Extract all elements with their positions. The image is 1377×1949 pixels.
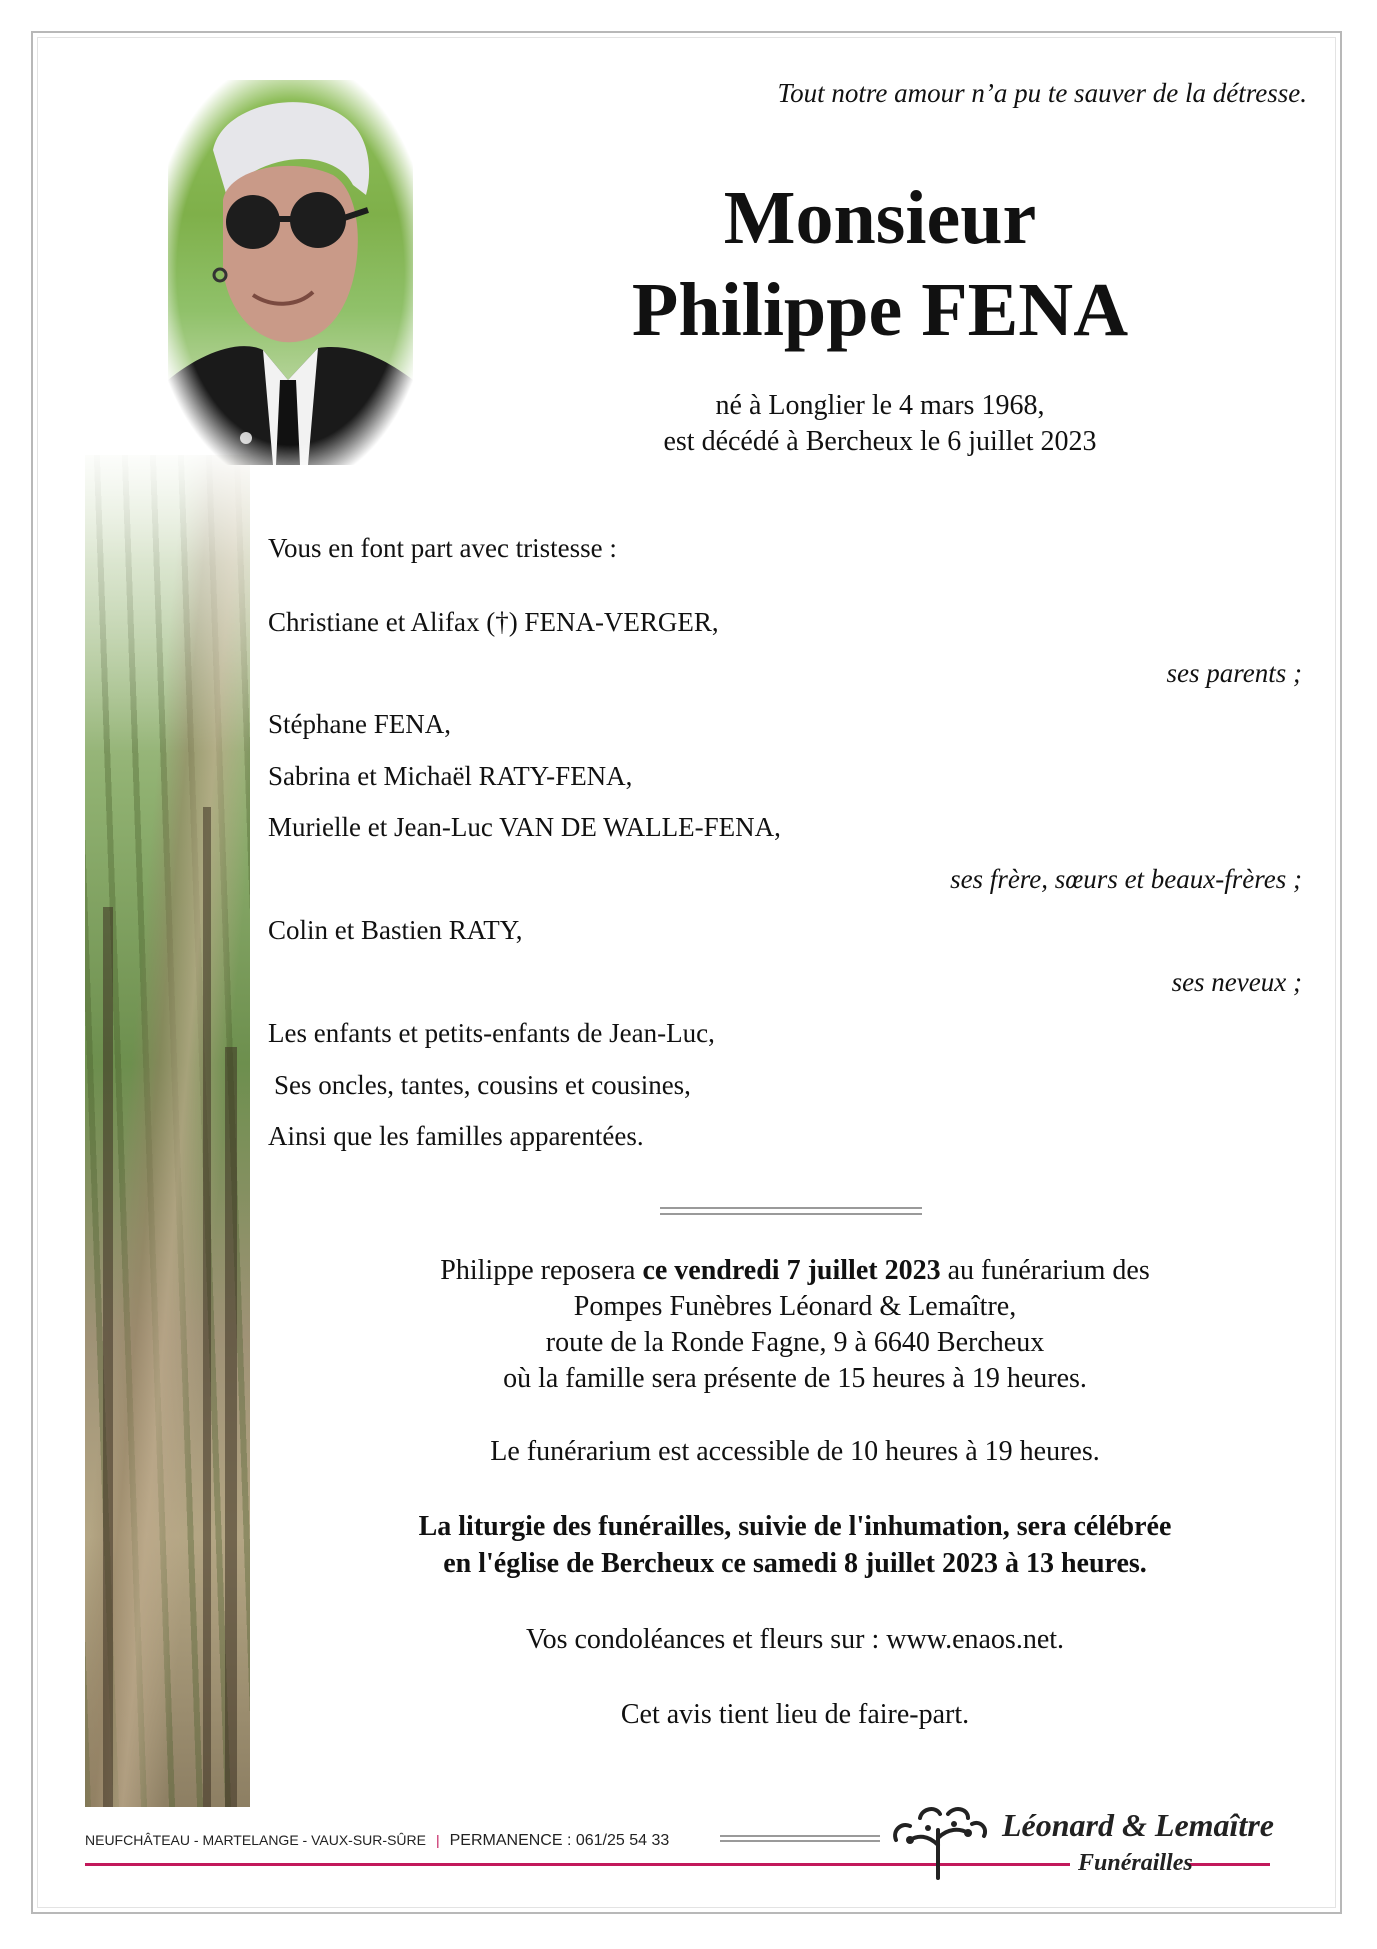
relation-siblings: ses frère, sœurs et beaux-frères ; [950, 864, 1302, 894]
brand-subtitle: Funérailles [1078, 1850, 1193, 1876]
footer-contact [85, 1832, 669, 1850]
visitation-post: au funérarium des [940, 1255, 1150, 1286]
family-parents: Christiane et Alifax (†) FENA-VERGER, [268, 607, 719, 637]
family-nephews: Colin et Bastien RATY, [268, 915, 523, 945]
visitation-pre: Philippe reposera [440, 1255, 643, 1286]
title-name: Philippe FENA [631, 268, 1129, 352]
family-sibling-2: Sabrina et Michaël RATY-FENA, [268, 761, 633, 791]
visitation-line-1 [300, 1253, 1290, 1289]
epigraph: Tout notre amour n’a pu te sauver de la détresse. [777, 78, 1307, 108]
footer-permanence: PERMANENCE : 061/25 54 33 [449, 1832, 670, 1849]
family-sibling-1: Stéphane FENA, [268, 709, 451, 739]
footer-locations: NEUFCHÂTEAU - MARTELANGE - VAUX-SUR-SÛRE [85, 1832, 426, 1848]
footer-accent-line-right [1188, 1863, 1270, 1866]
family-other-3: Ainsi que les familles apparentées. [268, 1121, 644, 1151]
visitation-line-4: où la famille sera présente de 15 heures à 19 heures. [503, 1363, 1087, 1394]
portrait-photo [168, 80, 413, 465]
footer-separator: | [435, 1832, 440, 1848]
forest-path-image [85, 455, 250, 1807]
death-line: est décédé à Bercheux le 6 juillet 2023 [663, 426, 1097, 457]
section-divider [660, 1207, 922, 1215]
family-other-1: Les enfants et petits-enfants de Jean-Luc, [268, 1018, 715, 1048]
brand-name: Léonard & Lemaître [1002, 1807, 1274, 1843]
notice-line: Cet avis tient lieu de faire-part. [620, 1699, 970, 1730]
liturgy-line-2: en l'église de Bercheux ce samedi 8 juillet 2023 à 13 heures. [443, 1548, 1147, 1579]
tree-logo-icon [888, 1800, 998, 1880]
title-salutation: Monsieur [723, 176, 1037, 260]
condolences-line: Vos condoléances et fleurs sur : www.enaos.net. [525, 1624, 1065, 1655]
visitation-line-3: route de la Ronde Fagne, 9 à 6640 Bercheux [545, 1327, 1045, 1358]
family-intro: Vous en font part avec tristesse : [268, 533, 617, 563]
visitation-line-2: Pompes Funèbres Léonard & Lemaître, [573, 1291, 1017, 1322]
birth-line: né à Longlier le 4 mars 1968, [715, 390, 1045, 421]
visitation-date: ce vendredi 7 juillet 2023 [642, 1255, 941, 1286]
footer-rule [720, 1835, 880, 1842]
funerarium-hours: Le funérarium est accessible de 10 heures à 19 heures. [490, 1436, 1100, 1467]
relation-nephews: ses neveux ; [1171, 967, 1302, 997]
family-sibling-3: Murielle et Jean-Luc VAN DE WALLE-FENA, [268, 812, 781, 842]
liturgy-line-1: La liturgie des funérailles, suivie de l'inhumation, sera célébrée [418, 1511, 1172, 1542]
family-other-2: Ses oncles, tantes, cousins et cousines, [274, 1070, 691, 1100]
relation-parents: ses parents ; [1166, 658, 1302, 688]
